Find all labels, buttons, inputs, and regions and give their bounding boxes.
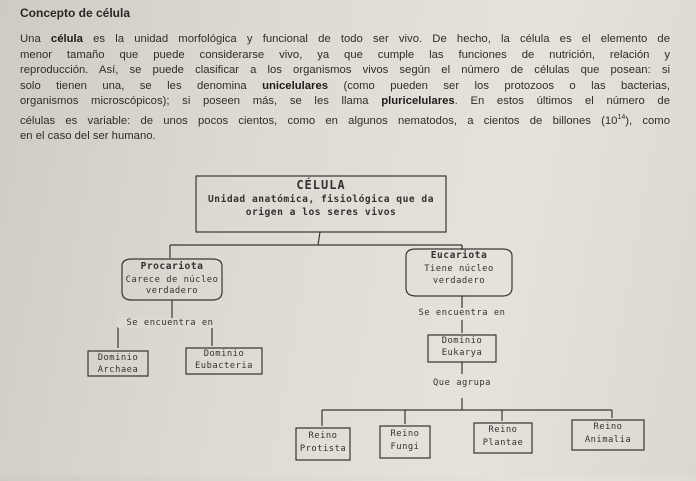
root-stem (318, 232, 320, 245)
protista-line1: Reino (308, 431, 338, 441)
paragraph-line: organismos microscópicos); si poseen más, se les llama pluricelulares. En estos últimos el número de (20, 95, 670, 108)
cell-concept-map (0, 170, 696, 476)
paragraph-line: células es variable: de unos pocos cientos, como en algunos nematodos, a cientos de billones $(10^{14})$, como (20, 113, 670, 127)
eukarya-line1: Dominio (441, 336, 483, 346)
paragraph-line: reproducción. Así, se puede clasificar a los organismos vivos según el número de células que posean: si (20, 64, 670, 77)
eubacteria-line1: Dominio (203, 349, 245, 359)
archaea-line1: Dominio (97, 353, 139, 363)
concept-paragraph (20, 32, 670, 145)
plantae-line2: Plantae (482, 438, 524, 448)
bold-term: unicelulares (262, 79, 329, 92)
paragraph-line: menor tamaño que puede considerarse vivo, ya que cumple las funciones de nutrición, relación y (20, 48, 670, 61)
root-subtitle-1: Unidad anatómica, fisiológica que da (208, 194, 434, 205)
page-heading: Concepto de célula (20, 6, 131, 20)
paragraph-line: solo tienen una, se les denomina unicelulares (como pueden ser los protozoos o las bacterias, (20, 79, 671, 92)
prokaryote-connector: Se encuentra en (118, 318, 222, 328)
animalia-line1: Reino (593, 422, 623, 432)
animalia-line2: Animalia (584, 435, 632, 445)
bold-term: célula (50, 33, 83, 45)
root-title: CÉLULA (296, 178, 346, 192)
eubacteria-line2: Eubacteria (195, 361, 253, 371)
exponent: 14 (617, 113, 626, 121)
prokaryote-title: Procariota (140, 261, 204, 272)
paragraph-line: Una célula es la unidad morfológica y funcional de todo ser vivo. De hecho, la célula es el elemento de (20, 33, 670, 45)
root-subtitle-2: origen a los seres vivos (245, 207, 397, 218)
fungi-line2: Fungi (390, 442, 420, 452)
prokaryote-desc-1: Carece de núcleo (125, 275, 219, 285)
eukaryote-desc-1: Tiene núcleo (424, 264, 494, 274)
eukaryote-connector: Se encuentra en (418, 308, 506, 318)
fungi-line1: Reino (390, 429, 420, 439)
eukaryote-title: Eucariota (430, 250, 488, 261)
archaea-line2: Archaea (97, 365, 139, 375)
prokaryote-desc-2: verdadero (145, 286, 199, 296)
paragraph-line: en el caso del ser humano. (20, 130, 156, 143)
protista-line2: Protista (299, 444, 347, 454)
eukaryote-desc-2: verdadero (432, 276, 486, 286)
plantae-line1: Reino (488, 425, 518, 435)
eukarya-line2: Eukarya (441, 348, 483, 358)
groups-label: Que agrupa (433, 378, 491, 388)
bold-term: pluricelulares (381, 95, 455, 108)
